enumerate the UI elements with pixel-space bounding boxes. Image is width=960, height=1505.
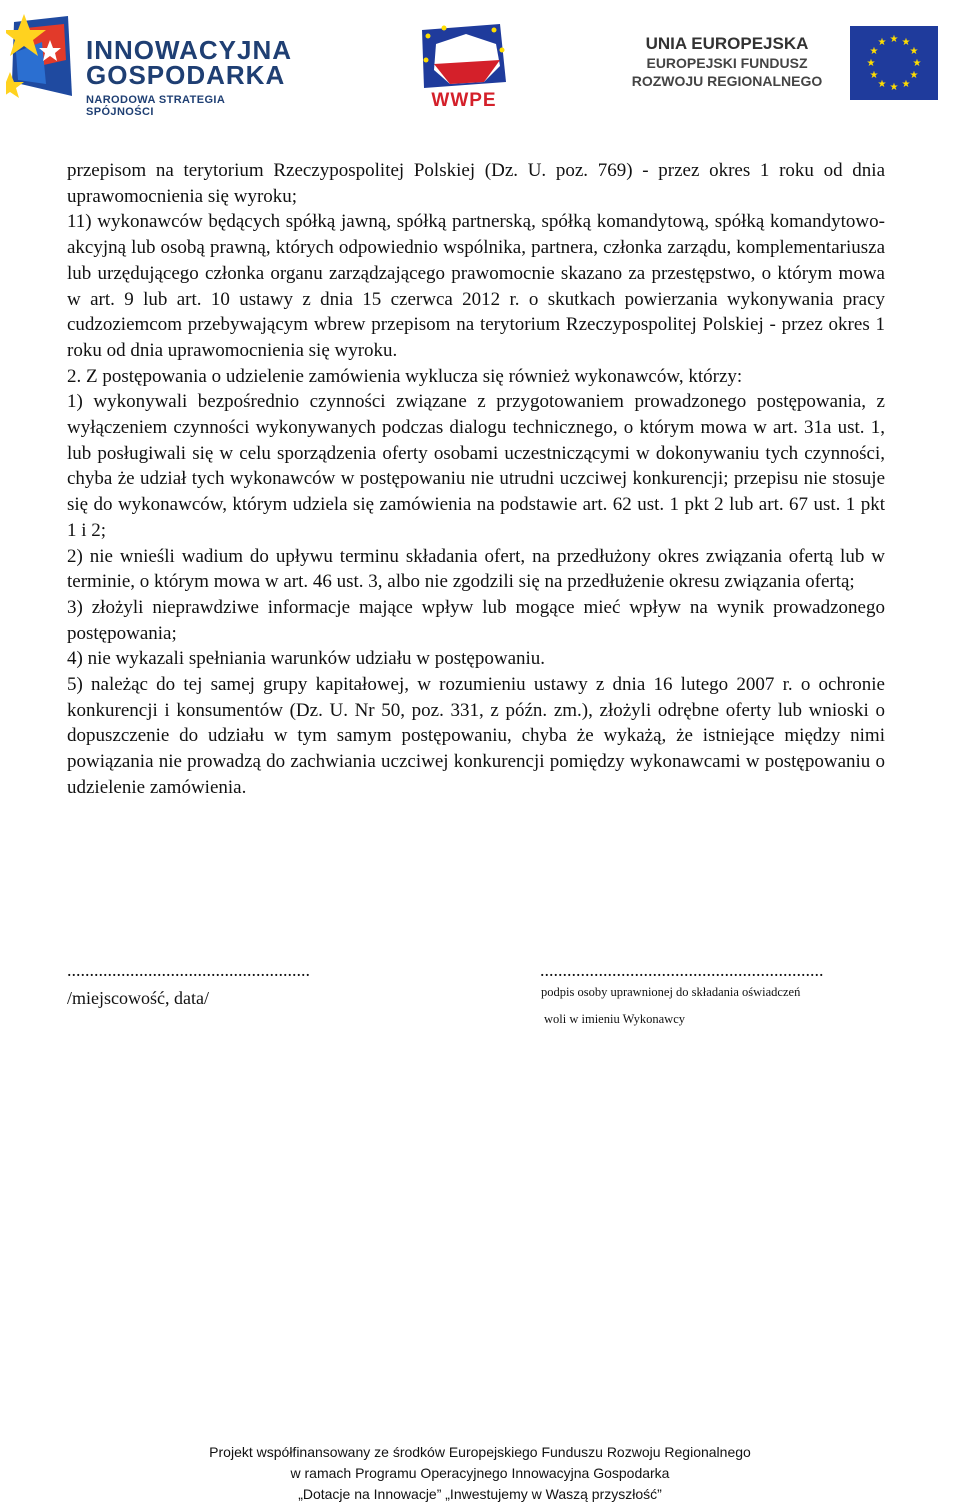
footer-line3: „Dotacje na Innowacje” „Inwestujemy w Waszą przyszłość” <box>298 1486 662 1502</box>
page-footer <box>0 1442 960 1505</box>
svg-text:★: ★ <box>869 46 879 57</box>
place-date-line: ...................................................... <box>67 960 310 980</box>
paragraph-8: 5) należąc do tej samej grupy kapitałowej, w rozumieniu ustawy z dnia 16 lutego 2007 r. o ochronie konkurencji i konsumentów (Dz. U. Nr 50, poz. 331, z późn. zm.), złożyli odrębne oferty lub wnioski o dopuszczenie do udziału w tym samym postępowaniu, chyba że wykażą, że istniejące między nimi powiązania nie prowadzą do zachwiania uczciwej konkurencji pomiędzy wykonawcami w postępowaniu o udzielenie zamówienia. <box>67 674 885 798</box>
eu-logo-line2: EUROPEJSKI FUNDUSZ <box>646 55 808 71</box>
eu-logo-line3: ROZWOJU REGIONALNEGO <box>631 73 823 89</box>
svg-text:★: ★ <box>901 37 911 48</box>
eu-flag-icon <box>850 26 938 100</box>
svg-text:★: ★ <box>877 37 887 48</box>
paragraph-7: 4) nie wykazali spełniania warunków udziału w postępowaniu. <box>67 648 546 670</box>
page-header <box>0 0 960 120</box>
signature-label-line1: podpis osoby uprawnionej do składania oświadczeń <box>541 985 801 999</box>
svg-text:★: ★ <box>909 46 919 57</box>
svg-text:★: ★ <box>889 82 899 93</box>
wwpe-logo-text: WWPE <box>431 90 497 111</box>
svg-text:★: ★ <box>909 70 919 81</box>
svg-text:★: ★ <box>901 79 911 90</box>
ig-logo-line3: NARODOWA STRATEGIA SPÓJNOŚCI <box>86 94 225 118</box>
eu-logo-line1: UNIA EUROPEJSKA <box>645 34 809 53</box>
paragraph-2: 11) wykonawców będących spółką jawną, spółką partnerską, spółką komandytową, spółką komandytowo-akcyjną lub osobą prawną, których odpowiednio wspólnika, partnera, członka zarządu, komplementariusza lub urzędującego członka organu zarządzającego prawomocnie skazano za przestępstwo, o którym mowa w art. 9 lub art. 10 ustawy z dnia 15 czerwca 2012 r. o skutkach powierzania wykonywania pracy cudzoziemcom przebywającym wbrew przepisom na terytorium Rzeczypospolitej Polskiej - przez okres 1 roku od dnia uprawomocnienia się wyroku. <box>67 211 885 361</box>
footer-line1: Projekt współfinansowany ze środków Europejskiego Funduszu Rozwoju Regionalnego <box>209 1444 751 1460</box>
svg-text:★: ★ <box>889 34 899 45</box>
signature-label-line2: woli w imieniu Wykonawcy <box>544 1012 686 1026</box>
paragraph-1: przepisom na terytorium Rzeczypospolitej Polskiej (Dz. U. poz. 769) - przez okres 1 roku od dnia uprawomocnienia się wyroku; <box>67 160 885 207</box>
place-date-label: /miejscowość, data/ <box>67 988 209 1008</box>
paragraph-5: 2) nie wnieśli wadium do upływu terminu składania ofert, na przedłużony okres związania ofertą lub w terminie, o którym mowa w art. 46 ust. 3, albo nie zgodzili się na przedłużenie okresu związania ofertą; <box>67 545 885 593</box>
svg-text:★: ★ <box>869 70 879 81</box>
innowacyjna-gospodarka-logo <box>6 12 296 118</box>
ig-emblem-icon <box>6 12 86 107</box>
svg-text:★: ★ <box>866 58 876 69</box>
svg-text:★: ★ <box>877 79 887 90</box>
footer-line2: w ramach Programu Operacyjnego Innowacyjna Gospodarka <box>290 1465 670 1481</box>
svg-text:★: ★ <box>912 58 922 69</box>
paragraph-3: 2. Z postępowania o udzielenie zamówienia wyklucza się również wykonawców, którzy: <box>67 365 743 387</box>
document-body <box>67 158 885 801</box>
signature-line: ............................................................... <box>540 960 824 980</box>
paragraph-6: 3) złożyli nieprawdziwe informacje mające wpływ lub mogące mieć wpływ na wynik prowadzonego postępowania; <box>67 596 885 644</box>
eu-logo-text <box>612 34 842 90</box>
ig-logo-line1: INNOWACYJNA <box>86 35 293 65</box>
ig-logo-line2: GOSPODARKA <box>86 60 286 90</box>
paragraph-4: 1) wykonywali bezpośrednio czynności związane z przygotowaniem prowadzonego postępowania, z wyłączeniem czynności wykonywanych podczas dialogu technicznego, o którym mowa w art. 31a ust. 1, lub posługiwali się w celu sporządzenia oferty osobami uczestniczącymi w dokonywaniu tych czynności, chyba że udział tych wykonawców w postępowaniu nie utrudni uczciwej konkurencji; przepisu nie stosuje się do wykonawców, którym udziela się zamówienia na podstawie art. 62 ust. 1 pkt 2 lub art. 67 ust. 1 pkt 1 i 2; <box>67 391 885 541</box>
